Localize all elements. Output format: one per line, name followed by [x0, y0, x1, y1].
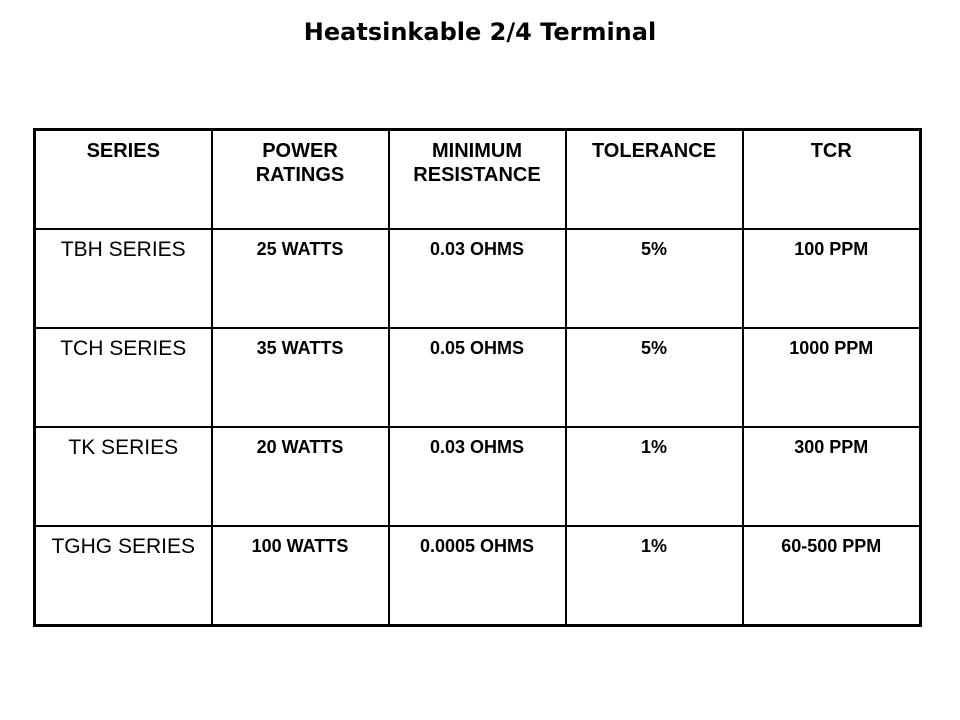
cell-tcr: 60-500 PPM [743, 526, 921, 626]
cell-power: 100 WATTS [212, 526, 389, 626]
specifications-table [33, 128, 922, 627]
header-resistance-line-2: RESISTANCE [413, 164, 541, 186]
cell-power: 20 WATTS [212, 427, 389, 526]
cell-series: TBH SERIES [35, 229, 212, 328]
cell-tolerance: 1% [566, 526, 743, 626]
header-power-line-1: POWER [262, 140, 338, 162]
header-power-line-2: RATINGS [255, 164, 345, 186]
cell-tolerance: 5% [566, 229, 743, 328]
header-series-line-1: SERIES [86, 140, 160, 162]
page-title: Heatsinkable 2/4 Terminal [303, 18, 657, 46]
table-row [35, 328, 921, 427]
cell-series: TGHG SERIES [35, 526, 212, 626]
cell-tcr: 300 PPM [743, 427, 921, 526]
cell-min-resistance: 0.03 OHMS [389, 427, 566, 526]
header-series [35, 130, 212, 230]
header-tcr [743, 130, 921, 230]
header-resistance-line-1: MINIMUM [432, 140, 522, 162]
cell-series: TK SERIES [35, 427, 212, 526]
cell-tolerance: 1% [566, 427, 743, 526]
table-row [35, 229, 921, 328]
header-tolerance-line-1: TOLERANCE [591, 140, 717, 162]
header-minimum-resistance [389, 130, 566, 230]
header-power-ratings [212, 130, 389, 230]
cell-tcr: 1000 PPM [743, 328, 921, 427]
cell-min-resistance: 0.03 OHMS [389, 229, 566, 328]
header-tolerance [566, 130, 743, 230]
cell-min-resistance: 0.0005 OHMS [389, 526, 566, 626]
table-header-row [35, 130, 921, 230]
cell-power: 25 WATTS [212, 229, 389, 328]
cell-tcr: 100 PPM [743, 229, 921, 328]
cell-series: TCH SERIES [35, 328, 212, 427]
cell-power: 35 WATTS [212, 328, 389, 427]
table-row [35, 526, 921, 626]
cell-min-resistance: 0.05 OHMS [389, 328, 566, 427]
header-tcr-line-1: TCR [810, 140, 852, 162]
table-row [35, 427, 921, 526]
cell-tolerance: 5% [566, 328, 743, 427]
